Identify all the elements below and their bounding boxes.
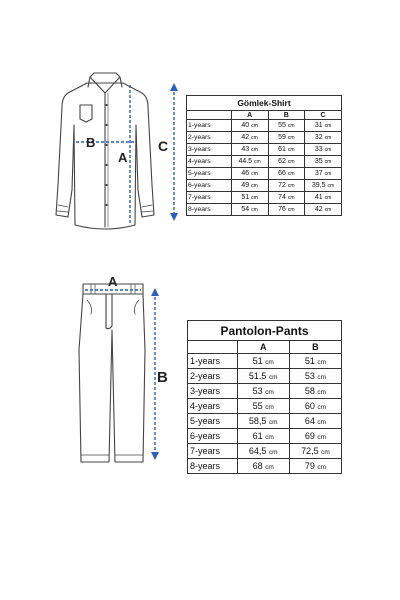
pants-label-b: B — [157, 369, 168, 386]
shirt-illustration — [50, 65, 200, 240]
pants-col-a: A — [237, 341, 289, 354]
table-row: 6-years 61 cm 69 cm — [188, 429, 342, 444]
pants-illustration — [65, 270, 180, 490]
shirt-col-c: C — [305, 111, 342, 120]
table-row: 7-years 51 cm 74 cm 41 cm — [187, 192, 342, 204]
table-row: 8-years 54 cm 76 cm 42 cm — [187, 204, 342, 216]
table-row: 5-years 46 cm 66 cm 37 cm — [187, 168, 342, 180]
table-row: 3-years 43 cm 61 cm 33 cm — [187, 144, 342, 156]
shirt-pocket — [80, 105, 92, 122]
shirt-size-table — [186, 95, 342, 216]
table-row: 1-years 51 cm 51 cm — [188, 354, 342, 369]
table-row: 5-years 58,5 cm 64 cm — [188, 414, 342, 429]
shirt-table-header — [187, 111, 342, 120]
table-row: 7-years 64,5 cm 72,5 cm — [188, 444, 342, 459]
table-row: 6-years 49 cm 72 cm 39,5 cm — [187, 180, 342, 192]
shirt-label-c: C — [158, 138, 169, 154]
table-row: 4-years 44.5 cm 62 cm 35 cm — [187, 156, 342, 168]
table-row: 8-years 68 cm 79 cm — [188, 459, 342, 474]
pants-size-table — [187, 320, 342, 474]
shirt-col-b: B — [268, 111, 305, 120]
pants-col-b: B — [289, 341, 341, 354]
pants-label-a: A — [108, 274, 118, 289]
pants-fly — [106, 294, 112, 329]
shirt-col-a: A — [231, 111, 268, 120]
shirt-label-b: B — [86, 135, 96, 150]
shirt-table-title: Gömlek-Shirt — [187, 96, 342, 111]
table-row: 3-years 53 cm 58 cm — [188, 384, 342, 399]
shirt-label-a: A — [118, 150, 128, 165]
table-row: 2-years 51.5 cm 53 cm — [188, 369, 342, 384]
table-row: 2-years 42 cm 59 cm 32 cm — [187, 132, 342, 144]
table-row: 1-years 40 cm 55 cm 31 cm — [187, 120, 342, 132]
pants-table-header — [188, 341, 342, 354]
table-row: 4-years 55 cm 60 cm — [188, 399, 342, 414]
pants-table-title: Pantolon-Pants — [188, 321, 342, 341]
